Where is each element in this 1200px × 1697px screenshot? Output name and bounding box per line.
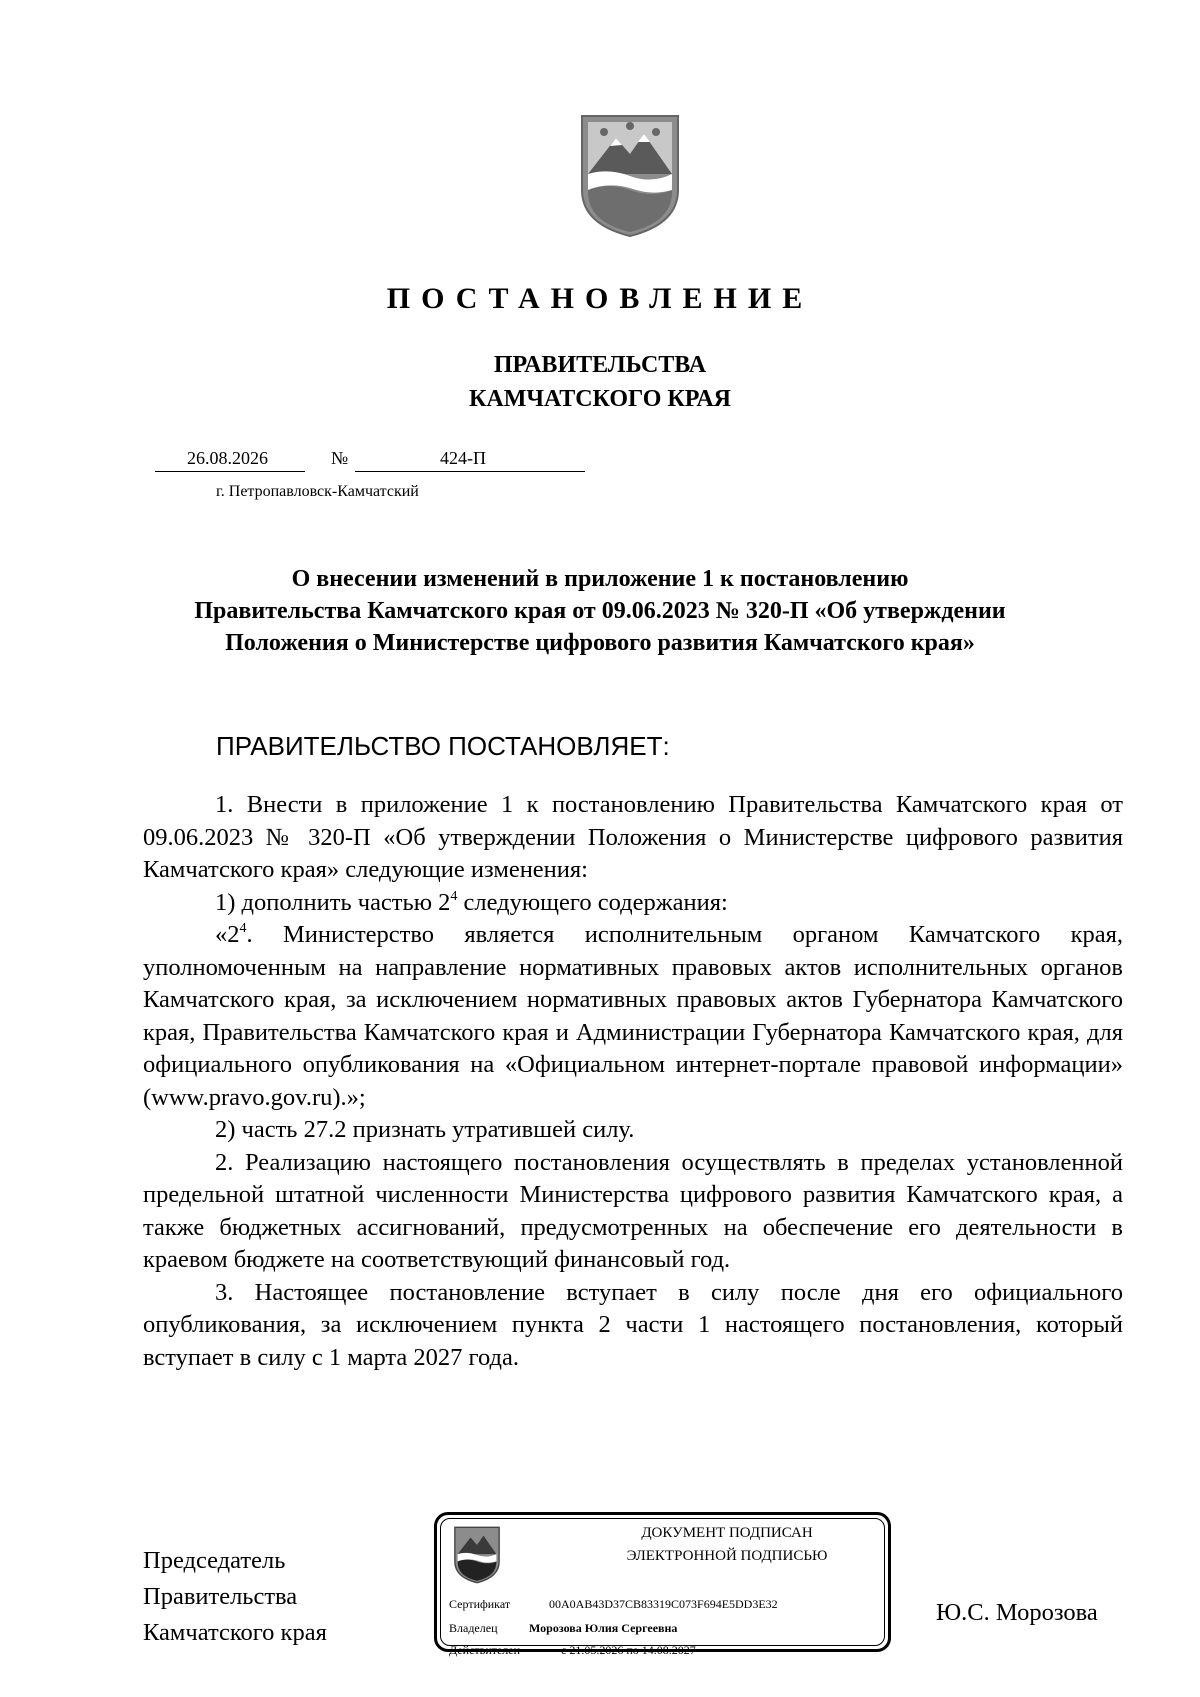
electronic-signature-stamp (434, 1512, 891, 1657)
superscript: 4 (239, 921, 247, 936)
text-span: «2 (215, 921, 240, 948)
document-type-title: ПОСТАНОВЛЕНИЕ (386, 282, 814, 315)
coat-of-arms-icon (578, 112, 682, 240)
stamp-title-2: ЭЛЕКТРОННОЙ ПОДПИСЬЮ (626, 1548, 828, 1564)
heading-line-2: Правительства Камчатского края от 09.06.2023 № 320-П «Об утверждении (194, 598, 1006, 624)
paragraph-3: 3. Настоящее постановление вступает в силу после дня его официального опубликования, за исключением пункта 2 части 1 настоящего постановления, который вступает в силу с 1 марта 2027 года. (143, 1278, 1123, 1371)
document-number: 424-П (440, 448, 486, 468)
position-line-1: Председатель (143, 1547, 286, 1574)
heading-line-1: О внесении изменений в приложение 1 к постановлению (291, 566, 909, 592)
issuer-line-1: ПРАВИТЕЛЬСТВА (493, 352, 707, 378)
issuer-line-2: КАМЧАТСКОГО КРАЯ (468, 386, 732, 412)
owner-label: Владелец (449, 1621, 498, 1635)
owner-value: Морозова Юлия Сергеевна (529, 1621, 678, 1635)
text-span: 1) дополнить частью 2 (215, 888, 451, 916)
position-line-3: Камчатского края (143, 1619, 327, 1646)
stamp-emblem-icon (453, 1525, 501, 1585)
valid-label: Действителен (449, 1643, 521, 1657)
paragraph-2: 2. Реализацию настоящего постановления осуществлять в пределах установленной предельной штатной численности Министерства цифрового развития Камчатского края, а также бюджетных ассигнований, предусмотренных на обеспечение его деятельности в краевом бюджете на соответствующий финансовый год. (143, 1148, 1123, 1273)
number-sign: № (331, 448, 349, 468)
document-date: 26.08.2026 (187, 448, 268, 468)
paragraph-quote (143, 919, 1123, 1114)
cert-label: Сертификат (449, 1597, 511, 1611)
paragraph-1-2: 2) часть 27.2 признать утратившей силу. (215, 1116, 635, 1143)
paragraph-1: 1. Внести в приложение 1 к постановлению Правительства Камчатского края от 09.06.2023 № 320-П «Об утверждении Положения о Министерстве цифрового развития Камчатского края» следующие изменения: (143, 791, 1123, 883)
heading-line-3: Положения о Министерстве цифрового развития Камчатского края» (225, 630, 975, 656)
paragraph-1-1 (143, 887, 1123, 920)
decree-phrase: ПРАВИТЕЛЬСТВО ПОСТАНОВЛЯЕТ: (216, 731, 670, 761)
valid-value: с 21.05.2026 по 14.08.2027 (561, 1643, 696, 1657)
text-span: следующего содержания: (457, 888, 728, 916)
date-number-line (155, 448, 585, 472)
position-line-2: Правительства (143, 1583, 298, 1610)
city: г. Петропавловск-Камчатский (216, 483, 419, 500)
stamp-title-1: ДОКУМЕНТ ПОДПИСАН (641, 1525, 813, 1541)
cert-value: 00A0AB43D37CB83319C073F694E5DD3E32 (549, 1597, 778, 1611)
signatory-name: Ю.С. Морозова (936, 1599, 1098, 1626)
text-span: . Министерство является исполнительным органом Камчатского края, уполномоченным на направление нормативных правовых актов исполнительных органов Камчатского края, за исключением нормативных правовых актов Губернатора Камчатского края, Правительства Камчатского края и Администрации Губернатора Камчатского края, для официального опубликования на «Официальном интернет-портале правовой информации» (www.pravo.gov.ru).»; (143, 921, 1123, 1111)
document-body (143, 789, 1123, 1374)
signatory-position (143, 1543, 327, 1651)
superscript: 4 (450, 888, 458, 904)
